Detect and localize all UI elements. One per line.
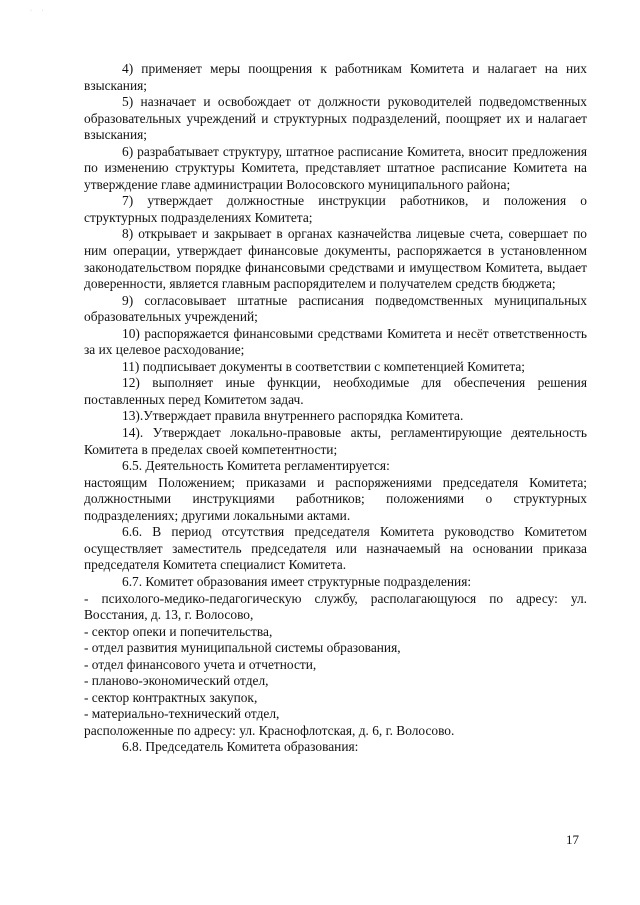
paragraph: 11) подписывает документы в соответствии с компетенцией Комитета;	[122, 358, 526, 374]
paragraph: 13).Утверждает правила внутреннего распорядка Комитета.	[122, 408, 464, 424]
scan-specks: · ·	[30, 8, 48, 14]
section-heading: 6.5. Деятельность Комитета регламентируется:	[122, 458, 390, 474]
page-number: 17	[566, 832, 579, 847]
paragraph: настоящим Положением; приказами и распоряжениями председателя Комитета; должностными инструкциями работников; положениями о структурных подразделениях; другими локальными актами.	[84, 474, 587, 523]
paragraph: 6) разрабатывает структуру, штатное расписание Комитета, вносит предложения по изменению структуры Комитета, представляет штатное расписание Комитета на утверждение главе администрации Волосовского муниципального района;	[84, 143, 587, 192]
address-line: расположенные по адресу: ул. Краснофлотская, д. 6, г. Волосово.	[84, 722, 455, 738]
paragraph: 5) назначает и освобождает от должности руководителей подведомственных образовательных учреждений и структурных подразделений, поощряет их и налагает взыскания;	[84, 94, 587, 143]
list-item: - психолого-медико-педагогическую службу, располагающуюся по адресу: ул. Восстания, д. 13, г. Волосово,	[84, 590, 587, 623]
paragraph: 12) выполняет иные функции, необходимые для обеспечения решения поставленных перед Комитетом задач.	[84, 375, 587, 407]
list-item: - планово-экономический отдел,	[84, 673, 269, 689]
section-heading: 6.8. Председатель Комитета образования:	[122, 739, 359, 755]
list-item: - сектор опеки и попечительства,	[84, 623, 273, 639]
document-body	[84, 61, 587, 756]
list-item: - материально-технический отдел,	[84, 706, 280, 722]
list-item: - отдел развития муниципальной системы образования,	[84, 640, 401, 656]
paragraph: 8) открывает и закрывает в органах казначейства лицевые счета, совершает по ним операции, утверждает финансовые документы, распоряжается в установленном законодательством порядке финансовыми средствами и имуществом Комитета, выдает доверенности, является главным распорядителем и получателем средств бюджета;	[84, 226, 587, 292]
paragraph: 10) распоряжается финансовыми средствами Комитета и несёт ответственность за их целевое расходование;	[84, 325, 587, 358]
paragraph: 9) согласовывает штатные расписания подведомственных муниципальных образовательных учреждений;	[84, 292, 587, 325]
list-item: - сектор контрактных закупок,	[84, 689, 258, 705]
paragraph: 14). Утверждает локально-правовые акты, регламентирующие деятельность Комитета в пределах своей компетентности;	[84, 425, 587, 457]
paragraph: 6.6. В период отсутствия председателя Комитета руководство Комитетом осуществляет заместитель председателя или назначаемый на основании приказа председателя Комитета специалист Комитета.	[84, 524, 587, 573]
paragraph: 7) утверждает должностные инструкции работников, и положения о структурных подразделениях Комитета;	[84, 193, 587, 225]
paragraph: 4) применяет меры поощрения к работникам Комитета и налагает на них взыскания;	[84, 61, 587, 93]
section-heading: 6.7. Комитет образования имеет структурные подразделения:	[122, 573, 472, 589]
list-item: - отдел финансового учета и отчетности,	[84, 656, 317, 672]
